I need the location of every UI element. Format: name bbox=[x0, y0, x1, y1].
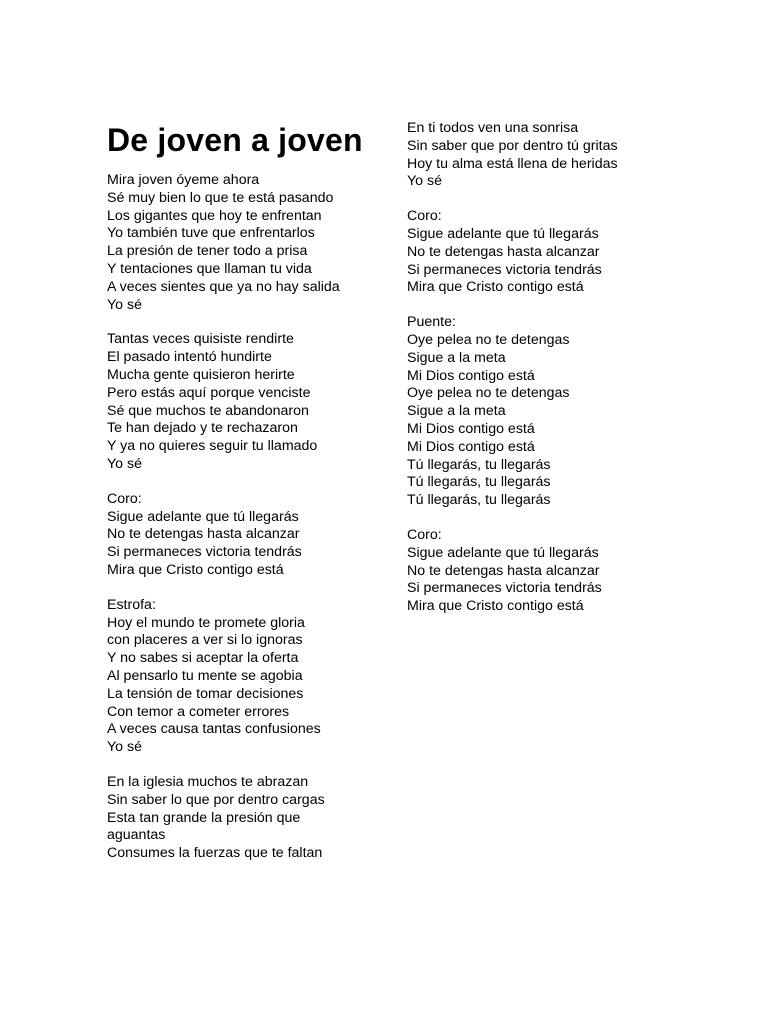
lyric-line: Mi Dios contigo está bbox=[407, 420, 535, 437]
lyric-line: Esta tan grande la presión que aguantas bbox=[107, 809, 301, 844]
left-column bbox=[107, 121, 377, 880]
lyric-line: Mira que Cristo contigo está bbox=[407, 598, 584, 615]
section-label: Estrofa: bbox=[107, 596, 156, 613]
lyric-line: A veces sientes que ya no hay salida bbox=[107, 278, 340, 295]
stanza-5 bbox=[107, 774, 377, 863]
lyric-line: Oye pelea no te detengas bbox=[407, 385, 570, 402]
lyric-line: Sin saber lo que por dentro cargas bbox=[107, 791, 325, 808]
stanza-1 bbox=[107, 172, 377, 314]
section-label: Coro: bbox=[407, 526, 442, 543]
lyric-line: Mira que Cristo contigo está bbox=[407, 279, 584, 296]
lyric-line: Oye pelea no te detengas bbox=[407, 331, 570, 348]
lyric-line: Sigue adelante que tú llegarás bbox=[407, 544, 599, 561]
chorus-3 bbox=[407, 527, 707, 616]
lyric-line: Sé muy bien lo que te está pasando bbox=[107, 189, 334, 206]
chorus-2 bbox=[407, 208, 707, 297]
lyric-line: Mira joven óyeme ahora bbox=[107, 172, 260, 188]
lyric-line: Tú llegarás, tu llegarás bbox=[407, 474, 551, 491]
lyric-line: Yo también tuve que enfrentarlos bbox=[107, 225, 315, 242]
lyric-line: Yo sé bbox=[407, 173, 442, 190]
lyric-line: Pero estás aquí porque venciste bbox=[107, 384, 311, 401]
lyric-line: Yo sé bbox=[107, 455, 142, 472]
lyric-line: Y no sabes si aceptar la oferta bbox=[107, 650, 299, 667]
lyric-line: Si permaneces victoria tendrás bbox=[107, 544, 302, 561]
song-title: De joven a joven bbox=[107, 122, 363, 158]
section-label: Coro: bbox=[407, 208, 442, 225]
lyric-line: Mi Dios contigo está bbox=[407, 367, 535, 384]
lyric-line: En ti todos ven una sonrisa bbox=[407, 120, 579, 136]
lyric-line: Sigue a la meta bbox=[407, 349, 506, 366]
lyric-line: Con temor a cometer errores bbox=[107, 703, 290, 720]
stanza-2 bbox=[107, 331, 377, 473]
lyric-line: Mi Dios contigo está bbox=[407, 438, 535, 455]
lyric-line: Sin saber que por dentro tú gritas bbox=[407, 137, 618, 154]
lyric-line: Consumes la fuerzas que te faltan bbox=[107, 845, 323, 862]
verse-estrofa bbox=[107, 597, 377, 757]
lyric-line: A veces causa tantas confusiones bbox=[107, 721, 321, 738]
lyric-line: El pasado intentó hundirte bbox=[107, 349, 272, 366]
lyric-line: Si permaneces victoria tendrás bbox=[407, 580, 602, 597]
section-label: Puente: bbox=[407, 314, 456, 331]
lyric-line: No te detengas hasta alcanzar bbox=[407, 243, 600, 260]
lyric-line: Sé que muchos te abandonaron bbox=[107, 402, 309, 419]
lyric-line: Hoy el mundo te promete gloria bbox=[107, 614, 305, 631]
lyric-line: con placeres a ver si lo ignoras bbox=[107, 632, 303, 649]
lyric-line: Tú llegarás, tu llegarás bbox=[407, 492, 551, 509]
right-column bbox=[407, 120, 707, 633]
lyric-line: Tú llegarás, tu llegarás bbox=[407, 456, 551, 473]
lyric-line: Los gigantes que hoy te enfrentan bbox=[107, 207, 322, 224]
lyric-line: Y tentaciones que llaman tu vida bbox=[107, 260, 312, 277]
lyric-line: En la iglesia muchos te abrazan bbox=[107, 773, 309, 790]
lyric-line: No te detengas hasta alcanzar bbox=[407, 562, 600, 579]
lyric-line: Y ya no quieres seguir tu llamado bbox=[107, 438, 318, 455]
lyric-line: Hoy tu alma está llena de heridas bbox=[407, 155, 618, 172]
lyric-line: Al pensarlo tu mente se agobia bbox=[107, 667, 303, 684]
lyric-line: Yo sé bbox=[107, 739, 142, 756]
bridge-puente bbox=[407, 314, 707, 510]
lyric-line: Si permaneces victoria tendrás bbox=[407, 261, 602, 278]
lyric-line: Mira que Cristo contigo está bbox=[107, 561, 284, 578]
stanza-6 bbox=[407, 120, 707, 191]
lyric-line: Sigue adelante que tú llegarás bbox=[107, 508, 299, 525]
lyric-line: Te han dejado y te rechazaron bbox=[107, 420, 298, 437]
lyric-line: Tantas veces quisiste rendirte bbox=[107, 331, 294, 348]
lyric-line: No te detengas hasta alcanzar bbox=[107, 526, 300, 543]
chorus-1 bbox=[107, 491, 377, 580]
lyric-line: Sigue a la meta bbox=[407, 403, 506, 420]
lyric-line: La tensión de tomar decisiones bbox=[107, 685, 304, 702]
section-label: Coro: bbox=[107, 490, 142, 507]
lyric-line: Mucha gente quisieron herirte bbox=[107, 366, 295, 383]
lyric-line: Yo sé bbox=[107, 296, 142, 313]
lyric-line: Sigue adelante que tú llegarás bbox=[407, 225, 599, 242]
lyric-line: La presión de tener todo a prisa bbox=[107, 243, 308, 260]
